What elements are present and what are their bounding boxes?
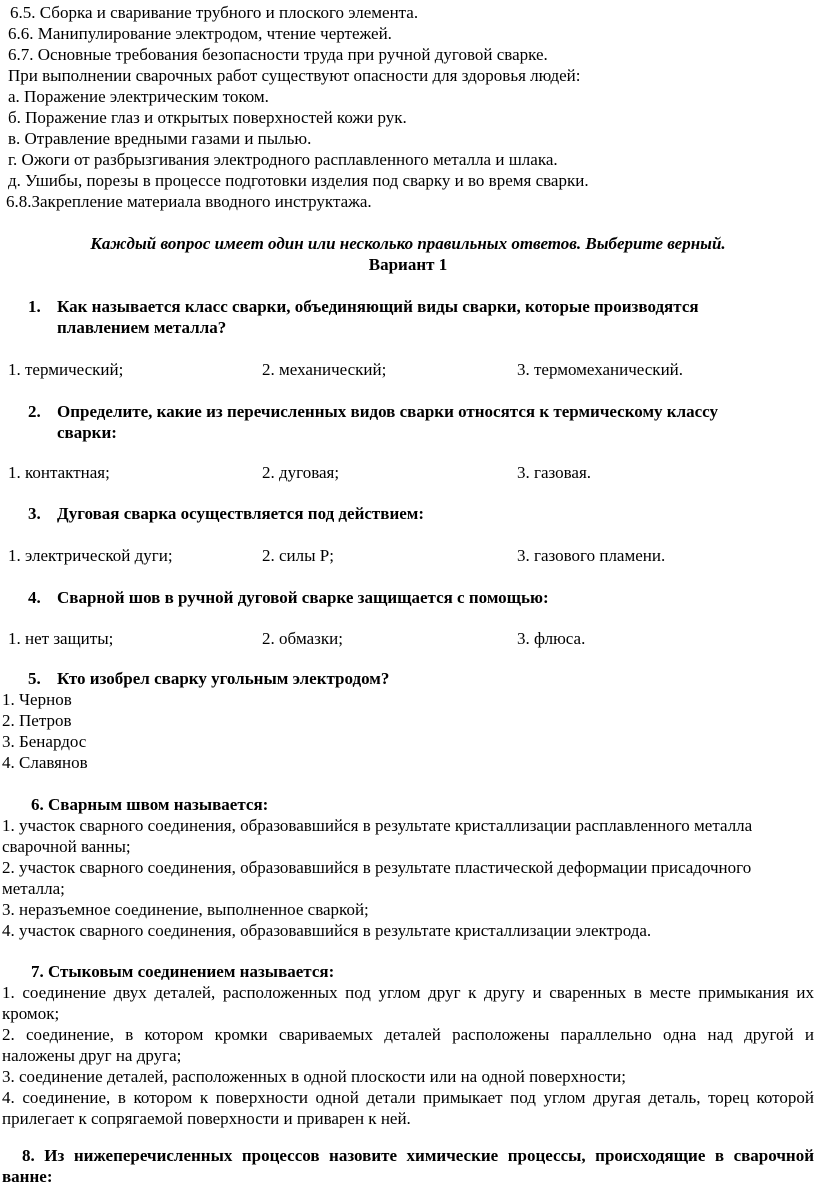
question-text: сварки: [57,423,117,442]
answer-option: 1. соединение двух деталей, расположенных под углом друг к другу и сваренных в месте примыкания их [2,983,814,1002]
answer-option: 2. участок сварного соединения, образовавшийся в результате пластической деформации присадочного [2,858,752,877]
question-number: 4. [28,588,41,607]
answer-option: 4. соединение, в котором к поверхности одной детали примыкает под углом другая деталь, торец которой [2,1088,814,1107]
answer-option: 1. нет защиты; [8,629,114,648]
intro-line: 6.7. Основные требования безопасности труда при ручной дуговой сварке. [8,45,548,64]
answer-option: 1. участок сварного соединения, образовавшийся в результате кристаллизации расплавленного металла [2,816,753,835]
question-text: 7. Стыковым соединением называется: [31,962,335,981]
answer-option: 3. термомеханический. [517,360,684,379]
intro-line: 6.5. Сборка и сваривание трубного и плоского элемента. [10,3,419,22]
question-text: Определите, какие из перечисленных видов сварки относятся к термическому классу [57,402,718,421]
answer-option: 2. соединение, в котором кромки свариваемых деталей расположены параллельно одна над другой и [2,1025,814,1044]
question-text: 6. Сварным швом называется: [31,795,269,814]
answer-option: 1. термический; [8,360,124,379]
answer-option: 3. неразъемное соединение, выполненное сваркой; [2,900,369,919]
intro-line: г. Ожоги от разбрызгивания электродного расплавленного металла и шлака. [8,150,558,169]
answer-option: 1. Чернов [2,690,72,709]
answer-option: 1. контактная; [8,463,110,482]
answer-option: прилегает к сопрягаемой поверхности и приварен к ней. [2,1109,411,1128]
answer-option: 4. участок сварного соединения, образовавшийся в результате кристаллизации электрода. [2,921,652,940]
answer-option: 2. силы P; [262,546,334,565]
answer-option: 3. флюса. [517,629,586,648]
question-text: Сварной шов в ручной дуговой сварке защищается с помощью: [57,588,549,607]
intro-line: б. Поражение глаз и открытых поверхностей кожи рук. [8,108,407,127]
answer-option: наложены друг на друга; [2,1046,182,1065]
question-number: 2. [28,402,41,421]
answer-option: 3. газового пламени. [517,546,666,565]
answer-option: 2. дуговая; [262,463,340,482]
question-text: плавлением металла? [57,318,227,337]
question-text: Дуговая сварка осуществляется под действием: [57,504,425,523]
answer-option: сварочной ванны; [2,837,131,856]
answer-option: кромок; [2,1004,60,1023]
intro-line: в. Отравление вредными газами и пылью. [8,129,312,148]
intro-line: При выполнении сварочных работ существуют опасности для здоровья людей: [8,66,581,85]
intro-line: а. Поражение электрическим током. [8,87,269,106]
answer-option: 2. обмазки; [262,629,343,648]
answer-option: металла; [2,879,65,898]
answer-option: 4. Славянов [2,753,88,772]
answer-option: 3. газовая. [517,463,592,482]
answer-option: 3. Бенардос [2,732,87,751]
answer-option: 2. Петров [2,711,72,730]
intro-line: д. Ушибы, порезы в процессе подготовки изделия под сварку и во время сварки. [8,171,589,190]
variant-heading: Вариант 1 [368,255,448,274]
question-text: ванне: [2,1167,53,1186]
question-number: 3. [28,504,41,523]
question-number: 5. [28,669,41,688]
instruction-heading: Каждый вопрос имеет один или несколько правильных ответов. Выберите верный. [90,234,726,253]
answer-option: 2. механический; [262,360,387,379]
question-text: Как называется класс сварки, объединяющий виды сварки, которые производятся [57,297,699,316]
answer-option: 1. электрической дуги; [8,546,173,565]
answer-option: 3. соединение деталей, расположенных в одной плоскости или на одной поверхности; [2,1067,626,1086]
question-text: 8. Из нижеперечисленных процессов назовите химические процессы, происходящие в сварочной [22,1146,814,1165]
question-text: Кто изобрел сварку угольным электродом? [57,669,390,688]
intro-line: 6.6. Манипулирование электродом, чтение чертежей. [8,24,392,43]
intro-line: 6.8.Закрепление материала вводного инструктажа. [6,192,372,211]
question-number: 1. [28,297,41,316]
